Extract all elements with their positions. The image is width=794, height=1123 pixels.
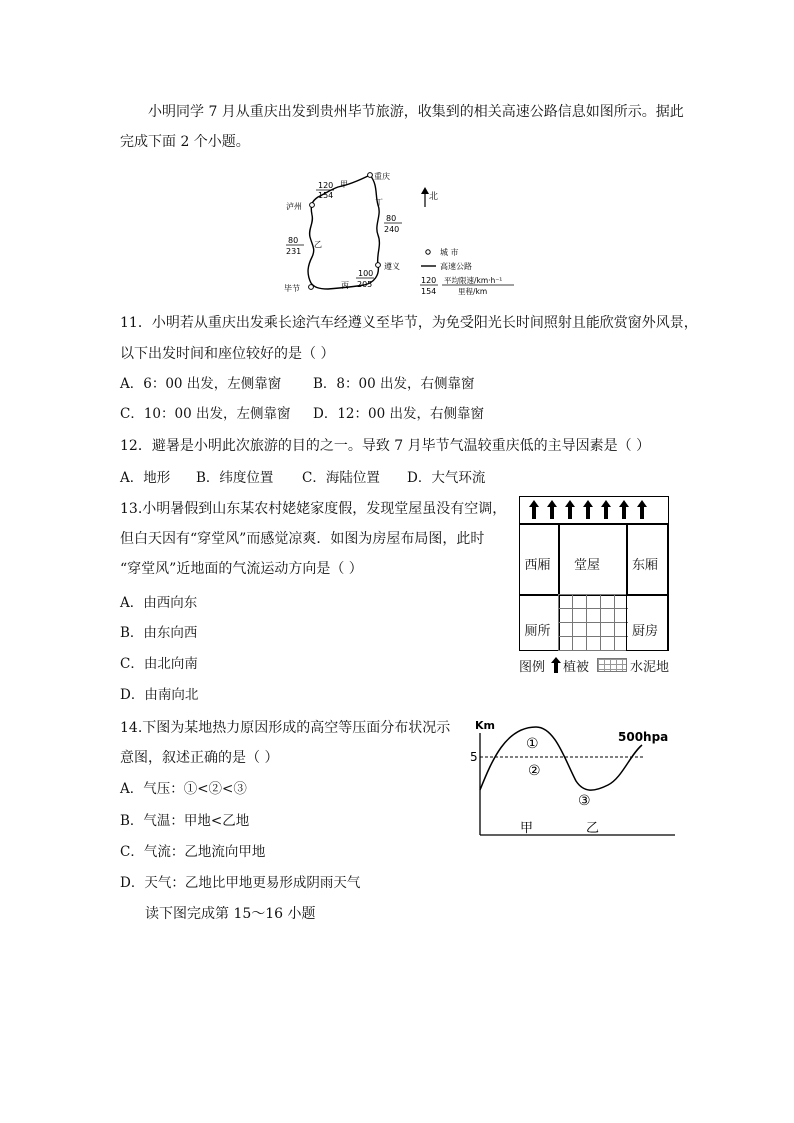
room-kitchen-label: 厨房 bbox=[632, 624, 659, 639]
bing-dist: 205 bbox=[357, 280, 373, 289]
vegetation-arrow-icon bbox=[551, 657, 561, 673]
vegetation-arrows bbox=[529, 500, 647, 519]
place-jia: 甲 bbox=[520, 821, 534, 836]
q14-stem-2: 意图，叙述正确的是（ ） bbox=[120, 750, 279, 766]
q12-option-d[interactable]: D．大气环流 bbox=[407, 470, 486, 486]
place-yi: 乙 bbox=[586, 821, 600, 836]
city-marker-chongqing bbox=[368, 173, 373, 178]
point-1: ① bbox=[526, 736, 539, 752]
legend-vegetation: 植被 bbox=[563, 660, 590, 675]
q12-option-c[interactable]: C．海陆位置 bbox=[302, 470, 380, 486]
q14-option-b[interactable]: B．气温：甲地<乙地 bbox=[120, 813, 250, 829]
q14-stem-1: 14.下图为某地热力原因形成的高空等压面分布状况示 bbox=[120, 720, 451, 736]
city-marker-bijie bbox=[309, 285, 314, 290]
jia-speed: 120 bbox=[318, 181, 334, 190]
route-map bbox=[278, 165, 518, 300]
legend-title: 图例 bbox=[519, 660, 546, 675]
house-legend bbox=[519, 656, 679, 674]
y-axis-unit: Km bbox=[475, 719, 495, 732]
isobar-label: 500hpa bbox=[618, 730, 669, 744]
road-bing: 丙 bbox=[341, 281, 349, 290]
house-layout bbox=[519, 496, 669, 651]
ding-speed: 80 bbox=[386, 214, 397, 223]
room-kitchen bbox=[626, 594, 668, 651]
legend-sample-speed: 120 bbox=[421, 276, 437, 285]
room-toilet bbox=[519, 594, 560, 651]
yi-dist: 231 bbox=[286, 247, 302, 256]
isobar-diagram bbox=[470, 715, 680, 840]
legend-dist-label: 里程/km bbox=[458, 287, 488, 296]
city-marker-luzhou bbox=[310, 203, 315, 208]
legend-city-label: 城 市 bbox=[440, 248, 459, 257]
road-ding: 丁 bbox=[375, 198, 383, 207]
city-bijie: 毕节 bbox=[284, 284, 300, 293]
bing-speed: 100 bbox=[358, 269, 374, 278]
q11-option-b[interactable]: B．8：00 出发，右侧靠窗 bbox=[313, 376, 475, 392]
room-hall bbox=[558, 523, 628, 596]
road-jia: 甲 bbox=[340, 180, 348, 189]
q13-option-d[interactable]: D．由南向北 bbox=[120, 687, 199, 703]
point-2: ② bbox=[528, 763, 541, 779]
footer-instruction: 读下图完成第 15～16 小题 bbox=[145, 906, 316, 922]
q14-option-a[interactable]: A．气压：①<②<③ bbox=[120, 781, 247, 797]
room-west-label: 西厢 bbox=[524, 558, 551, 573]
q13-option-b[interactable]: B．由东向西 bbox=[120, 625, 198, 641]
legend-highway-label: 高速公路 bbox=[440, 262, 472, 271]
legend-concrete: 水泥地 bbox=[630, 660, 670, 675]
room-east-wing bbox=[626, 523, 668, 596]
city-marker-zunyi bbox=[376, 263, 381, 268]
city-chongqing: 重庆 bbox=[374, 172, 390, 181]
legend-sample-dist: 154 bbox=[421, 287, 437, 296]
room-toilet-label: 厕所 bbox=[524, 624, 551, 639]
q13-option-a[interactable]: A．由西向东 bbox=[120, 595, 198, 611]
vegetation-strip bbox=[520, 497, 667, 525]
q11-option-a[interactable]: A．6：00 出发，左侧靠窗 bbox=[120, 376, 282, 392]
city-luzhou: 泸州 bbox=[286, 202, 302, 211]
concrete-grid-icon bbox=[597, 658, 627, 672]
q11-option-c[interactable]: C．10：00 出发，左侧靠窗 bbox=[120, 406, 291, 422]
room-east-label: 东厢 bbox=[632, 558, 659, 573]
road-yi: 乙 bbox=[314, 240, 322, 249]
q13-stem-1: 13.小明暑假到山东某农村姥姥家度假，发现堂屋虽没有空调， bbox=[120, 501, 507, 517]
legend-speed-label: 平均限速/km·h⁻¹ bbox=[444, 276, 503, 285]
north-arrow-icon bbox=[421, 187, 429, 194]
jia-dist: 154 bbox=[318, 191, 334, 200]
q14-option-c[interactable]: C．气流：乙地流向甲地 bbox=[120, 844, 266, 860]
north-label: 北 bbox=[429, 192, 439, 202]
city-zunyi: 遵义 bbox=[384, 262, 400, 271]
q12-option-a[interactable]: A．地形 bbox=[120, 470, 171, 486]
ding-dist: 240 bbox=[384, 225, 400, 234]
q12-option-b[interactable]: B．纬度位置 bbox=[196, 470, 274, 486]
room-hall-label: 堂屋 bbox=[574, 558, 601, 573]
courtyard-concrete bbox=[558, 594, 628, 651]
q11-option-d[interactable]: D．12：00 出发，右侧靠窗 bbox=[313, 406, 484, 422]
legend-city-icon bbox=[426, 250, 430, 254]
room-west-wing bbox=[519, 523, 560, 596]
q13-stem-2: 但白天因有“穿堂风”而感觉凉爽．如图为房屋布局图，此时 bbox=[120, 531, 485, 547]
q11-stem-1: 11．小明若从重庆出发乘长途汽车经遵义至毕节，为免受阳光长时间照射且能欣赏窗外风景， bbox=[120, 315, 698, 331]
intro-line-1: 小明同学 7 月从重庆出发到贵州毕节旅游，收集到的相关高速公路信息如图所示。据此 bbox=[148, 104, 684, 120]
height-mark-label: 5 bbox=[470, 750, 478, 764]
q13-stem-3: “穿堂风”近地面的气流运动方向是（ ） bbox=[120, 561, 363, 577]
intro-line-2: 完成下面 2 个小题。 bbox=[120, 134, 250, 150]
yi-speed: 80 bbox=[288, 236, 299, 245]
q11-stem-2: 以下出发时间和座位较好的是（ ） bbox=[120, 346, 335, 362]
q13-option-c[interactable]: C．由北向南 bbox=[120, 656, 198, 672]
q14-option-d[interactable]: D．天气：乙地比甲地更易形成阴雨天气 bbox=[120, 875, 361, 891]
q12-stem: 12．避暑是小明此次旅游的目的之一。导致 7 月毕节气温较重庆低的主导因素是（ ） bbox=[120, 438, 651, 454]
point-3: ③ bbox=[578, 793, 591, 809]
